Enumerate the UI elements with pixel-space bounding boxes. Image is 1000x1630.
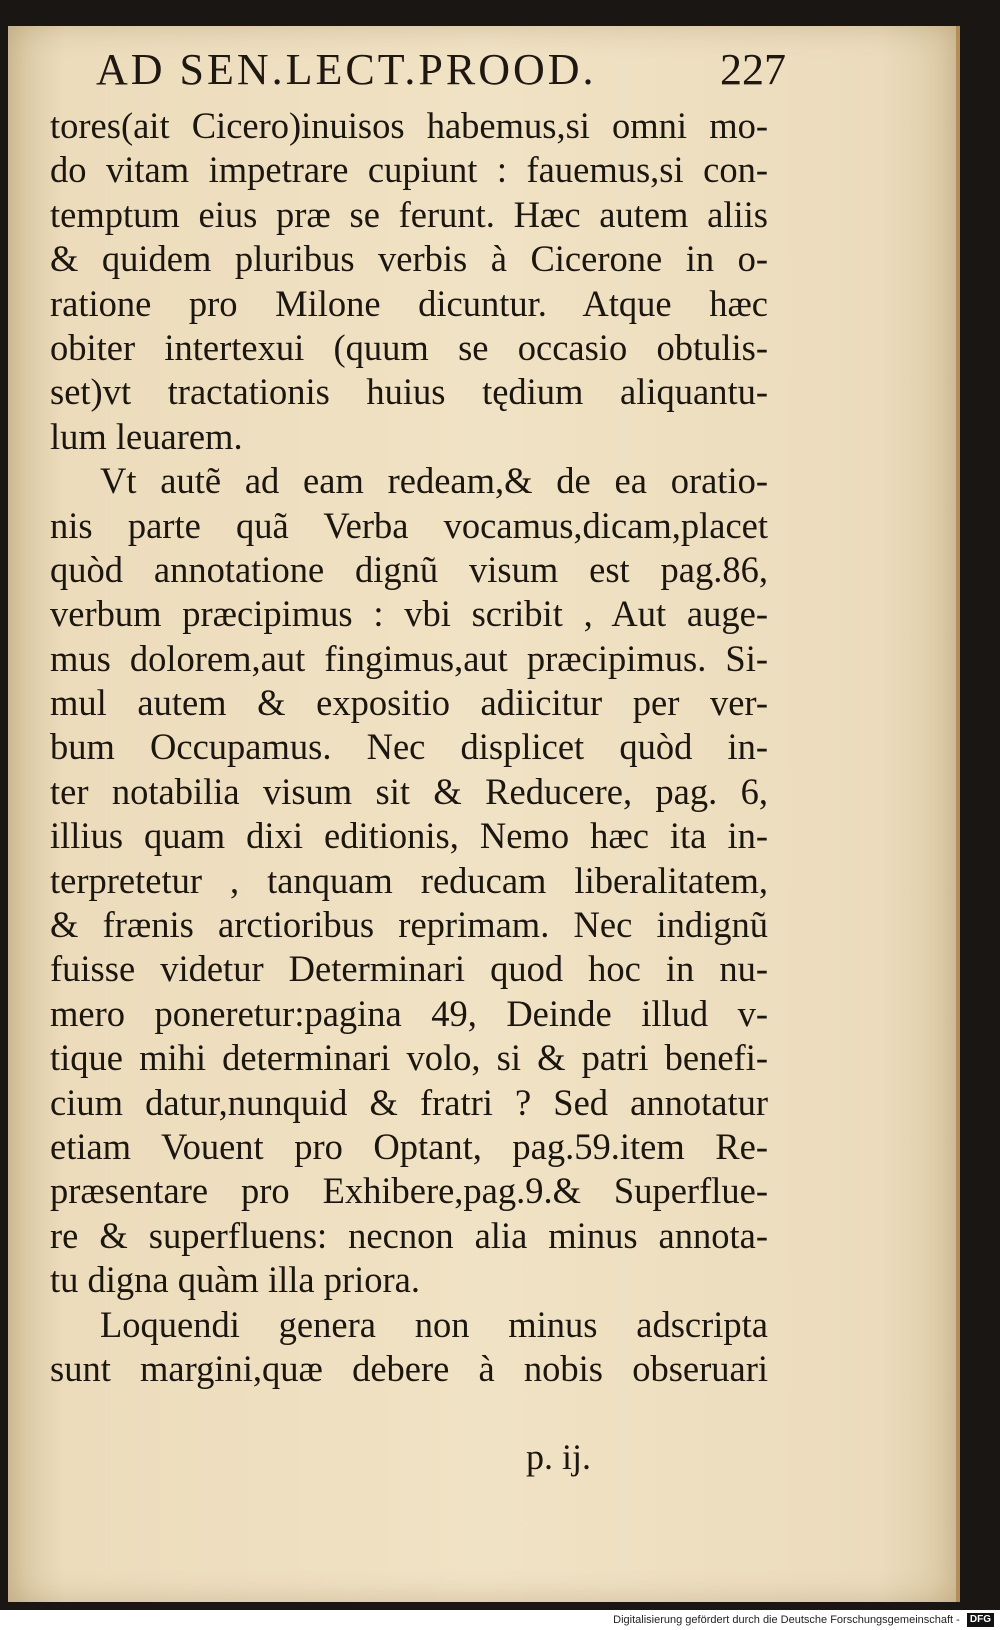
- text-line: etiam Vouent pro Optant, pag.59.item Re-: [50, 1125, 768, 1167]
- text-line: terpretetur , tanquam reducam liberalitatem,: [50, 859, 768, 901]
- page-header: [96, 38, 786, 102]
- text-line: ter notabilia visum sit & Reducere, pag. 6,: [50, 770, 768, 812]
- funding-credit: Digitalisierung gefördert durch die Deutsche Forschungsgemeinschaft -: [613, 1614, 960, 1626]
- text-line: tu digna quàm illa priora.: [50, 1259, 420, 1301]
- text-line: Vt autẽ ad eam redeam,& de ea oratio-: [100, 460, 768, 502]
- text-line: bum Occupamus. Nec displicet quòd in-: [50, 726, 768, 768]
- text-line: lum leuarem.: [50, 415, 243, 457]
- text-line: Loquendi genera non minus adscripta: [100, 1303, 768, 1345]
- text-line: tores(ait Cicero)inuisos habemus,si omni mo-: [50, 105, 768, 146]
- text-line: mero poneretur:pagina 49, Deinde illud v-: [50, 992, 768, 1034]
- text-line: mus dolorem,aut fingimus,aut præcipimus. Si-: [50, 637, 768, 679]
- text-line: verbum præcipimus : vbi scribit , Aut auge-: [50, 593, 768, 635]
- text-line: tique mihi determinari volo, si & patri benefi-: [50, 1037, 768, 1079]
- digitization-footer: [0, 1610, 1000, 1630]
- text-line: set)vt tractationis huius tędium aliquantu-: [50, 371, 768, 413]
- text-line: illius quam dixi editionis, Nemo hæc ita in-: [50, 815, 768, 857]
- text-line: fuisse videtur Determinari quod hoc in nu-: [50, 948, 768, 990]
- signature-mark: p. ij.: [526, 1437, 592, 1477]
- text-line: ratione pro Milone dicuntur. Atque hæc: [50, 282, 768, 324]
- text-line: temptum eius præ se ferunt. Hæc autem aliis: [50, 193, 768, 235]
- text-line: mul autem & expositio adiicitur per ver-: [50, 682, 768, 724]
- text-line: & frænis arctioribus reprimam. Nec indignũ: [50, 904, 768, 946]
- text-line: cium datur,nunquid & fratri ? Sed annotatur: [50, 1081, 768, 1123]
- text-line: obiter intertexui (quum se occasio obtulis-: [50, 326, 768, 368]
- running-title: AD SEN.LECT.PROOD.: [96, 45, 597, 94]
- dfg-logo-icon: DFG: [967, 1613, 994, 1627]
- text-line: nis parte quã Verba vocamus,dicam,placet: [50, 504, 768, 546]
- text-line: do vitam impetrare cupiunt : fauemus,si con-: [50, 149, 768, 191]
- body-text: [50, 104, 768, 1391]
- text-line: & quidem pluribus verbis à Cicerone in o-: [50, 238, 768, 280]
- text-line: præsentare pro Exhibere,pag.9.& Superflue-: [50, 1170, 768, 1212]
- text-line: re & superfluens: necnon alia minus annota-: [50, 1214, 768, 1256]
- text-line: quòd annotatione dignũ visum est pag.86,: [50, 548, 768, 590]
- page-number: 227: [720, 45, 786, 94]
- text-line: sunt margini,quæ debere à nobis obseruari: [50, 1347, 768, 1389]
- book-page: [8, 26, 960, 1602]
